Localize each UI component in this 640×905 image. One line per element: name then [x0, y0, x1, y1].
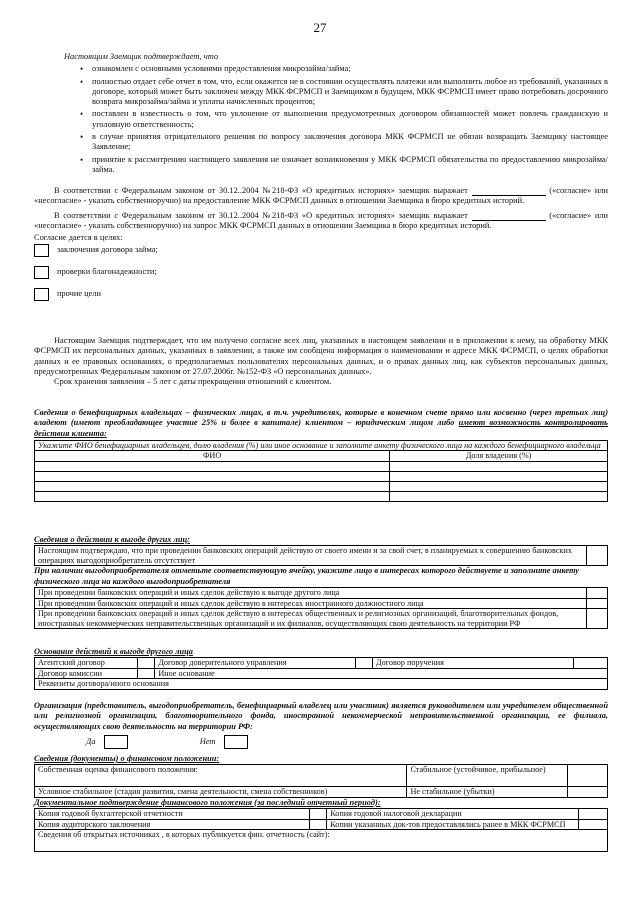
basis-other: Иное основание — [155, 668, 608, 679]
checkbox-other[interactable] — [34, 288, 49, 301]
beneficiary-section — [34, 408, 608, 502]
table-row — [35, 482, 608, 492]
finance-stable: Стабильное (устойчивое, прибыльное) — [407, 765, 567, 787]
table-row — [35, 472, 608, 482]
list-item: • ознакомлен с основными условиями предоставления микрозайма/займа; — [34, 64, 608, 74]
org-yes-checkbox[interactable] — [104, 735, 128, 749]
doc-audit-checkbox[interactable] — [310, 819, 327, 830]
doc-accounting-checkbox[interactable] — [310, 809, 327, 820]
action-row-2: При проведении банковских операций и иных сделок действую в интересах иностранного должностного лица — [35, 598, 587, 609]
table-row — [35, 462, 608, 472]
column-fio: ФИО — [35, 451, 390, 462]
list-item: • в случае принятия отрицательного решения по вопросу заключения договора МКК ФСРМСП не обязан возвращать Заемщику настоящее Заявление; — [34, 132, 608, 153]
actions-heading: Сведения о действии к выгоде других лиц: — [34, 535, 190, 544]
purpose-row-loan: заключения договора займа; — [34, 243, 608, 257]
finance-section — [34, 754, 608, 852]
basis-mandate: Договор поручения — [373, 658, 574, 669]
purpose-row-other: прочие цели — [34, 287, 608, 301]
credit-paragraph-1: В соответствии с Федеральным законом от 30.12..2004 №218-ФЗ «О кредитных историях» заемщик выражает («согласие» или «несогласие» - указать собственноручно) на предоставление МКК ФСРМСП данных в отношении Заемщика в бюро кредитных историй. — [34, 186, 608, 206]
action-row-1: При проведении банковских операций и иных сделок действую к выгоде другого лица — [35, 588, 587, 599]
finance-table — [34, 764, 608, 798]
basis-agent: Агентский договор — [35, 658, 138, 669]
finance-conditional: Условное стабильное (стадия развития, смена деятельности, смена собственников) — [35, 787, 407, 798]
action-checkbox-3[interactable] — [587, 609, 608, 629]
doc-tax-checkbox[interactable] — [579, 809, 608, 820]
doc-audit: Копия аудиторского заключения — [35, 819, 310, 830]
org-choice: Да Нет — [34, 735, 608, 749]
finance-docs-table — [34, 808, 608, 852]
finance-docs-heading: Документальное подтверждение финансового положения (за последний отчетный период): — [34, 797, 381, 807]
basis-table — [34, 657, 608, 690]
basis-section — [34, 647, 608, 690]
confirm-section — [34, 52, 608, 177]
action-checkbox-2[interactable] — [587, 598, 608, 609]
purpose-row-reliability: проверки благонадежности; — [34, 265, 608, 279]
confirm-list — [34, 64, 608, 175]
actions-confirm-checkbox[interactable] — [587, 546, 608, 566]
actions-instruction: При наличии выгодоприобретателя отметьте соответствующую ячейку, укажите лицо в интересах которого действуете и заполните анкету физического лица на каждого выгодоприобретателя — [34, 566, 579, 586]
consent-blank-1[interactable] — [472, 187, 546, 196]
open-sources[interactable]: Сведения об открытых источниках , в которых публикуется фин. отчетность (сайт): — [35, 830, 608, 852]
personal-data-section — [34, 336, 608, 387]
list-item: • полностью отдает себе отчет в том, что, если окажется не в состоянии осуществлять платежи или выполнить любое из требований, указанных в договоре, который может быть заключен между МКК ФСРМСП и Заемщиком в будущем, МКК ФСРМСП имеет право потребовать досрочного возврата микрозайма/займа и уплаты начисленных процентов; — [34, 77, 608, 108]
doc-tax: Копия годовой налоговой декларации — [327, 809, 579, 820]
basis-trust-checkbox[interactable] — [355, 658, 372, 669]
beneficiary-instruction: Укажите ФИО бенефициарных владельцев, долю владения (%) или иное основание и заполните анкету физического лица на каждого бенефициарного владельца — [35, 440, 608, 451]
finance-heading: Сведения (документы) о финансовом положении: — [34, 754, 220, 763]
actions-confirm-text: Настоящим подтверждаю, что при проведении банковских операций действую от своего имени и за свой счет, в планируемых к совершению банковских операциях выгодоприобретатель отсутствует — [35, 546, 587, 566]
basis-commission: Договор комиссии — [35, 668, 138, 679]
org-section — [34, 701, 608, 749]
org-text: Организация (представитель, выгодоприобретатель, бенефициарный владелец или участник) является руководителем или учредителем общественной или религиозной организации, благотворительного фонда, иностранной некоммерческой неправительственной организации, ее филиала, осуществляющих свою деятельность на территории РФ: — [34, 701, 608, 731]
basis-agent-checkbox[interactable] — [138, 658, 155, 669]
basis-mandate-checkbox[interactable] — [573, 658, 607, 669]
actions-confirm-table — [34, 545, 608, 566]
basis-trust: Договор доверительного управления — [155, 658, 356, 669]
storage-term: Срок хранения заявления – 5 лет с даты прекращения отношений с клиентом. — [54, 377, 332, 387]
finance-stable-checkbox[interactable] — [567, 765, 607, 787]
doc-accounting: Копия годовой бухгалтерской отчетности — [35, 809, 310, 820]
action-checkbox-1[interactable] — [587, 588, 608, 599]
purposes-label: Согласие дается в целях: — [34, 233, 123, 243]
finance-own-label: Собственная оценка финансового положения: — [35, 765, 407, 787]
actions-section — [34, 535, 608, 629]
finance-unstable: Не стабильное (убытки) — [407, 787, 567, 798]
checkbox-reliability[interactable] — [34, 266, 49, 279]
basis-commission-checkbox[interactable] — [138, 668, 155, 679]
basis-heading: Основание действий к выгоде другого лица — [34, 647, 193, 656]
org-no-checkbox[interactable] — [224, 735, 248, 749]
personal-data-paragraph: Настоящим Заемщик подтверждает, что им получено согласие всех лиц, указанных в настоящем заявлении и в приложении к нему, на обработку МКК ФСРМСП их персональных данных, указанных в заявлении, а также им сообщена информация о наименовании и адресе МКК ФСРМСП, о целях обработки данных и ее правовых основаниях, о предполагаемых пользователях персональных данных, и о правах данных лиц, как субъектов персональных данных, предусмотренных Федеральным законом от 27.07.2006г. №152-ФЗ «О персональных данных». — [34, 336, 608, 376]
beneficiary-intro: Сведения о бенефициарных владельцах – физических лицах, в т.ч. учредителях, которые в конечном счете прямо или косвенно (через третьих лиц) владеют (имеют преобладающее участие 25% и более в капитале) клиентом – юридическим лицом либо имеют возможность контролировать действия клиента: — [34, 408, 608, 438]
checkbox-loan[interactable] — [34, 244, 49, 257]
credit-paragraph-2: В соответствии с Федеральным законом от 30.12..2004 №218-ФЗ «О кредитных историях» заемщик выражает («согласие» или «несогласие» - указать собственноручно) на запрос МКК ФСРМСП данных в отношении Заемщика в бюро кредитных историй. — [34, 210, 608, 230]
action-row-3: При проведении банковских операций и иных сделок действую в интересах общественных и религиозных организаций, благотворительных фондов, иностранных некоммерческих неправительственных организаций и их филиалов, осуществляющих свою деятельность на территории РФ — [35, 609, 587, 629]
page-number: 27 — [313, 20, 327, 35]
table-row — [35, 492, 608, 502]
confirm-heading: Настоящим Заемщик подтверждает, что — [64, 52, 219, 61]
column-share: Доля владения (%) — [390, 451, 608, 462]
doc-previous-checkbox[interactable] — [579, 819, 608, 830]
finance-unstable-checkbox[interactable] — [567, 787, 607, 798]
list-item: • поставлен в известность о том, что уклонение от выполнения предусмотренных договором обязанностей может повлечь гражданскую и уголовную ответственность; — [34, 109, 608, 130]
credit-section — [34, 186, 608, 309]
consent-blank-2[interactable] — [472, 212, 546, 221]
actions-table — [34, 587, 608, 629]
doc-previous: Копии указанных док-тов предоставлялись ранее в МКК ФСРМСП — [327, 819, 579, 830]
list-item: • принятие к рассмотрению настоящего заявления не означает возникновения у МКК ФСРМСП обязательства по предоставлению микрозайма/займа. — [34, 155, 608, 176]
beneficiary-table — [34, 440, 608, 502]
basis-details: Реквизиты договора/иного основания — [35, 679, 608, 690]
